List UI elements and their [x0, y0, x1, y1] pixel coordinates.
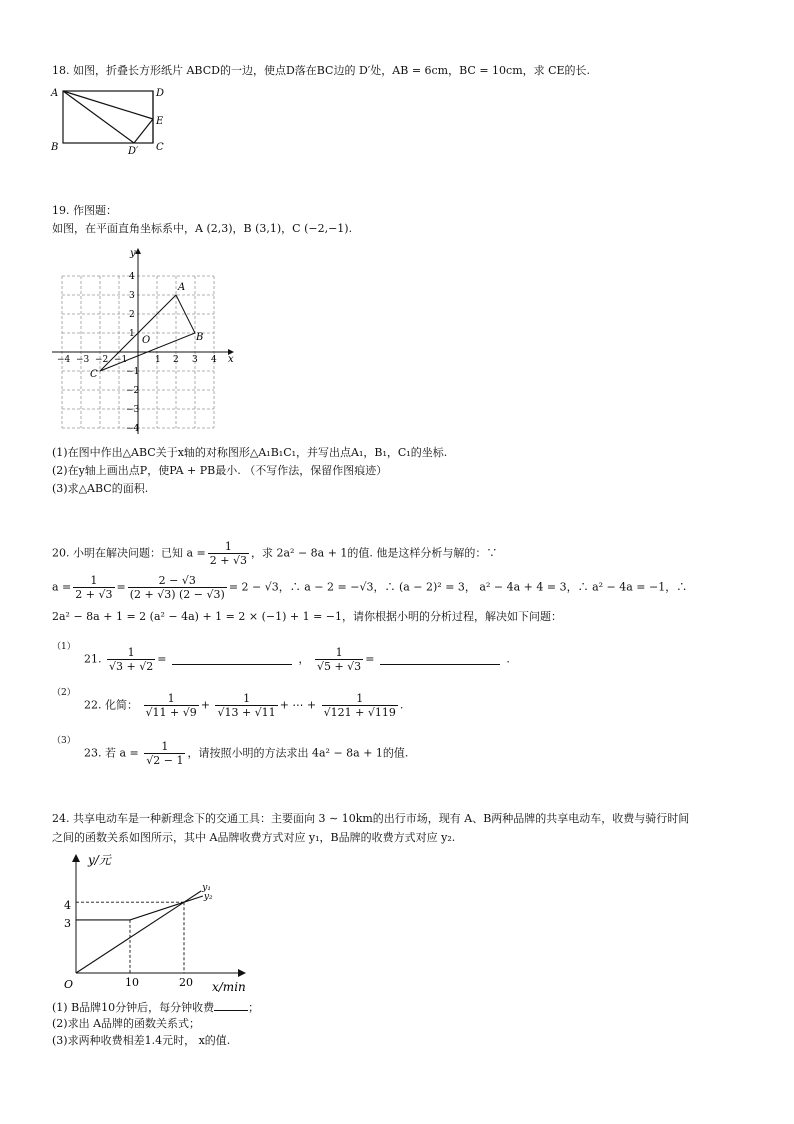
y-tick: −4 — [126, 424, 140, 434]
q20-sub1-tag: （1） — [52, 642, 76, 652]
q19-item-1: (1)在图中作出△ABC关于x轴的对称图形△A₁B₁C₁，并写出点A₁，B₁，C₁的坐标. — [52, 446, 448, 459]
x-tick: 1 — [155, 355, 161, 365]
fold-line-ae — [63, 91, 153, 119]
point-b-label: B — [196, 332, 204, 343]
x-axis-label: x — [228, 354, 234, 365]
y-tick: 4 — [129, 272, 135, 282]
series-label-1: y₁ — [202, 882, 211, 893]
q18-figure — [48, 84, 168, 156]
y-axis-label: y — [130, 248, 136, 259]
point-c-label: C — [90, 369, 98, 380]
q20-sub3-tag: （3） — [52, 736, 76, 746]
q19-item-2: (2)在y轴上画出点P，使PA + PB最小. （不写作法，保留作图痕迹） — [52, 464, 388, 477]
x-tick: 3 — [192, 355, 198, 365]
line-d-prime-e — [134, 119, 153, 143]
chart-x-label: x/min — [212, 980, 246, 994]
q24-item-2: (2)求出 A品牌的函数关系式； — [52, 1017, 201, 1030]
chart-y-tick: 3 — [64, 917, 71, 930]
q24-item-3: (3)求两种收费相差1.4元时， x的值. — [52, 1034, 231, 1047]
y-tick: 2 — [129, 310, 135, 320]
q24-item-1: (1) B品牌10分钟后，每分钟收费 ； — [52, 1001, 260, 1014]
y-tick: 3 — [129, 291, 135, 301]
point-a-label: A — [178, 282, 186, 293]
x-tick: −2 — [95, 355, 109, 365]
q19-intro: 如图，在平面直角坐标系中，A (2,3)，B (3,1)，C (−2,−1). — [52, 222, 353, 235]
q24-chart — [50, 848, 260, 996]
chart-y-tick: 4 — [64, 899, 71, 912]
q19-item-3: (3)求△ABC的面积. — [52, 482, 149, 495]
q20-sub1: 21. $\frac{1}{√3 + √2}$ = ， $\frac{1}{√5 + √3}$ = . — [84, 646, 510, 673]
answer-blank-1[interactable] — [172, 654, 292, 665]
y-tick: −2 — [126, 386, 140, 396]
chart-x-tick: 10 — [125, 976, 139, 989]
line-ad-prime — [63, 91, 134, 143]
q20-line-3: 2a² − 8a + 1 = 2 (a² − 4a) + 1 = 2 × (−1) + 1 = −1，请你根据小明的分析过程，解决如下问题： — [52, 610, 563, 623]
q20-line-1: 20. 小明在解决问题：已知 a = $\frac{1}{2 + √3}$ ，求 2a² − 8a + 1的值. 他是这样分析与解的：∵ — [52, 540, 498, 567]
chart-x-tick: 20 — [179, 976, 193, 989]
x-tick: 4 — [211, 355, 217, 365]
q18-text: 18. 如图，折叠长方形纸片 ABCD的一边，使点D落在BC边的 D′处，AB = 6cm，BC = 10cm，求 CE的长. — [52, 64, 591, 77]
answer-blank-2[interactable] — [380, 654, 500, 665]
y-tick: −3 — [126, 405, 140, 415]
label-d-prime: D′ — [128, 146, 139, 156]
label-b: B — [51, 142, 59, 153]
label-d: D — [156, 88, 165, 99]
y-tick: −1 — [126, 367, 140, 377]
x-tick: −4 — [57, 355, 71, 365]
q24-line-2: 之间的函数关系如图所示，其中 A品牌收费方式对应 y₁，B品牌的收费方式对应 y₂. — [52, 831, 456, 844]
q20-sub2: 22. 化简： $\frac{1}{√11 + √9}$ + $\frac{1}{√13 + √11}$ + ⋯ + $\frac{1}{√121 + √119}$ . — [84, 692, 404, 719]
origin-label: O — [142, 335, 151, 346]
x-tick: −1 — [114, 355, 128, 365]
label-e: E — [156, 116, 164, 127]
answer-blank-3[interactable] — [214, 1000, 248, 1011]
q19-coordinate-grid — [50, 244, 240, 436]
label-a: A — [51, 88, 59, 99]
series-label-2: y₂ — [203, 892, 213, 903]
x-tick: 2 — [173, 355, 179, 365]
q20-sub3: 23. 若 a = $\frac{1}{√2 - 1}$ ，请按照小明的方法求出 4a² − 8a + 1的值. — [84, 740, 409, 767]
q19-title: 19. 作图题： — [52, 204, 117, 217]
chart-origin: O — [64, 978, 74, 991]
x-tick: −3 — [76, 355, 90, 365]
q20-sub2-tag: （2） — [52, 688, 76, 698]
label-c: C — [156, 142, 164, 153]
y-tick: 1 — [129, 329, 135, 339]
q24-line-1: 24. 共享电动车是一种新理念下的交通工具：主要面向 3 ∼ 10km的出行市场，现有 A、B两种品牌的共享电动车，收费与骑行时间 — [52, 812, 690, 825]
q20-line-2: a = $\frac{1}{2 + √3}$ = $\frac{2 - √3}{(2 + √3) (2 - √3)}$ = 2 − √3，∴ a − 2 = −√3，∴ (a − 2)² = 3， a² − 4a + 4 = 3，∴ a² − 4a = −1，∴ — [52, 574, 688, 601]
chart-y-label: y/元 — [88, 853, 111, 867]
